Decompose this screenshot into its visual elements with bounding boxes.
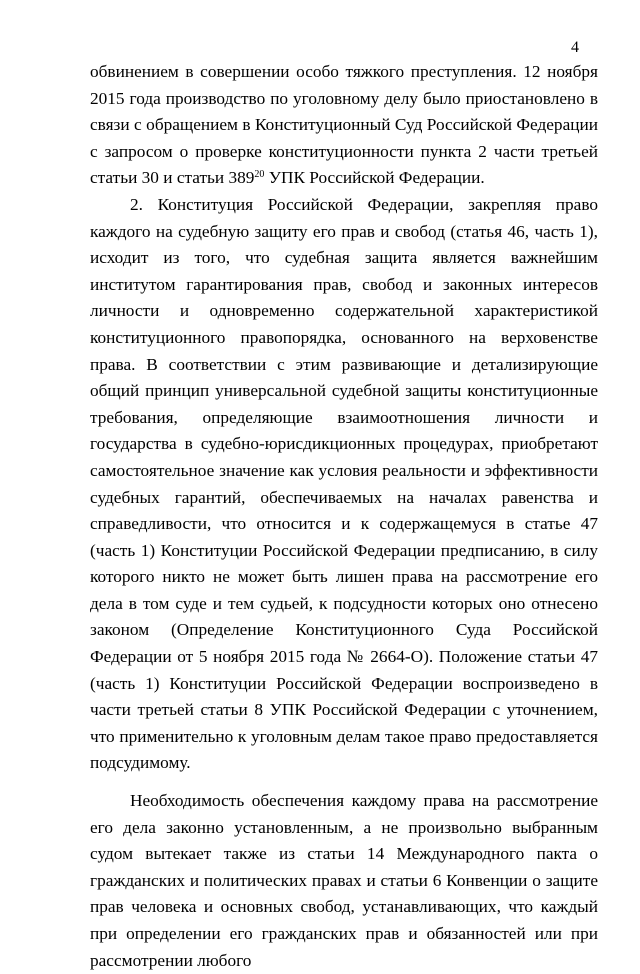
article-superscript: 20 <box>254 169 265 181</box>
text-line: Федерации с уточнением, что применительно к уголовным делам такое <box>90 700 598 746</box>
text-line: гражданских прав и обязанностей или при рассмотрении любого <box>90 924 598 970</box>
text-line: не может быть лишен права на рассмотрение его дела в том суде и тем <box>90 567 598 613</box>
text-line: судьей, к подсудности которых оно отнесено законом (Определение <box>90 593 599 640</box>
text-line: 2. Конституция Российской Федерации, закрепляя право каждого на <box>90 194 598 241</box>
text-line: Конституции Российской Федерации предписанию, в силу которого никто <box>90 540 599 587</box>
text-line: дела законно установленным, а не произвольно выбранным судом <box>90 817 598 864</box>
text-line: право предоставляется подсудимому. <box>90 726 598 773</box>
text-line: основанного на верховенстве права. В соответствии с этим развивающие и <box>90 327 598 374</box>
document-body <box>90 59 598 974</box>
text-line: обвинением в совершении особо тяжкого преступления. 12 ноября 2015 <box>90 62 598 108</box>
text-line: детализирующие общий принцип универсальной судебной защиты <box>90 354 598 401</box>
text-line: что судебная защита является важнейшим институтом гарантирования <box>90 248 598 294</box>
text-line: года производство по уголовному делу было приостановлено в связи с <box>90 88 598 135</box>
text-line: основных свобод, устанавливающих, что каждый при определении его <box>90 897 598 943</box>
text-line: 2664-О). Положение статьи 47 (часть 1) Конституции Российской <box>90 647 598 693</box>
text-line: самостоятельное значение как условия реальности и эффективности <box>90 460 598 480</box>
text-line: Федерации воспроизведено в части третьей статьи 8 УПК Российской <box>90 673 599 720</box>
article-number: 389 <box>228 168 255 188</box>
article-reference <box>229 168 265 187</box>
text-line: проверке конституционности пункта 2 части третьей статьи 30 и статьи <box>90 141 598 188</box>
page-number: 4 <box>571 39 579 56</box>
text-line: справедливости, что относится и к содержащемуся в статье 47 (часть 1) <box>90 514 598 560</box>
text-line: вытекает также из статьи 14 Международного пакта о гражданских и <box>90 844 598 890</box>
paragraph-international-law <box>90 788 598 974</box>
paragraph-case-status <box>90 59 598 192</box>
text-line: судебную защиту его прав и свобод (статья 46, часть 1), исходит из того, <box>90 221 598 268</box>
text-line: обращением в Конституционный Суд Российской Федерации с запросом о <box>90 115 598 161</box>
paragraph-constitution <box>90 192 598 777</box>
text-line: содержательной характеристикой конституционного правопорядка, <box>90 301 598 347</box>
text-line: конституционные требования, определяющие взаимоотношения личности <box>90 381 598 427</box>
text-line: и государства в судебно-юрисдикционных процедурах, приобретают <box>90 407 598 454</box>
text-line: Конституционного Суда Российской Федерации от 5 ноября 2015 года № <box>90 620 598 667</box>
text-line: прав, свобод и законных интересов личности и одновременно <box>90 274 598 321</box>
text-line: УПК Российской Федерации. <box>264 168 485 188</box>
text-line: Необходимость обеспечения каждому права на рассмотрение его <box>90 791 598 837</box>
text-line: судебных гарантий, обеспечиваемых на началах равенства и <box>90 487 598 507</box>
text-line: политических правах и статьи 6 Конвенции о защите прав человека и <box>90 870 598 917</box>
